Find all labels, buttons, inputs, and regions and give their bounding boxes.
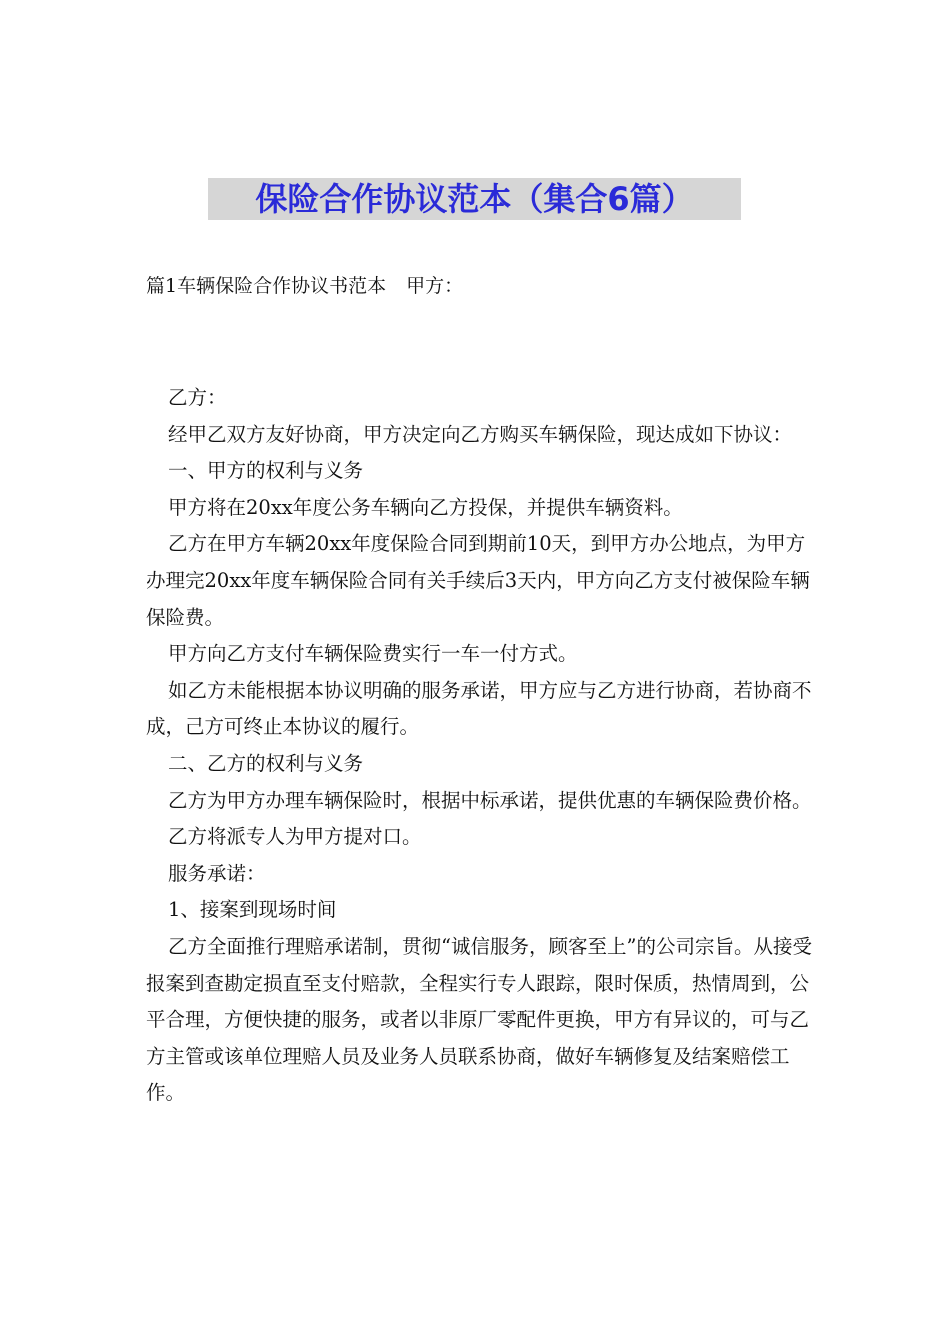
list-item: 1、接案到现场时间	[168, 898, 337, 922]
document-body	[146, 380, 814, 1112]
part-heading: 篇1车辆保险合作协议书范本	[146, 275, 387, 297]
paragraph: 甲方向乙方支付车辆保险费实行一车一付方式。	[168, 642, 578, 666]
paragraph: 如乙方未能根据本协议明确的服务承诺，甲方应与乙方进行协商，若协商不成，己方可终止本协议的履行。	[146, 678, 812, 739]
paragraph: 乙方将派专人为甲方提对口。	[168, 825, 422, 849]
paragraph: 经甲乙双方友好协商，甲方决定向乙方购买车辆保险，现达成如下协议：	[168, 422, 793, 446]
section-heading: 二、乙方的权利与义务	[168, 751, 364, 775]
title-highlight	[208, 178, 741, 220]
paragraph: 服务承诺：	[168, 861, 266, 885]
paragraph: 乙方在甲方车辆20xx年度保险合同到期前10天，到甲方办公地点，为甲方办理完20xx年度车辆保险合同有关手续后3天内，甲方向乙方支付被保险车辆保险费。	[146, 532, 810, 629]
paragraph: 甲方将在20xx年度公务车辆向乙方投保，并提供车辆资料。	[168, 495, 683, 519]
paragraph: 乙方全面推行理赔承诺制，贯彻“诚信服务，顾客至上”的公司宗旨。从接受报案到查勘定损直至支付赔款，全程实行专人跟踪，限时保质，热情周到，公平合理，方便快捷的服务，或者以非原厂零配件更换，甲方有异议的，可与乙方主管或该单位理赔人员及业务人员联系协商，做好车辆修复及结案赔偿工作。	[146, 934, 812, 1105]
document-title: 保险合作协议范本（集合6篇）	[255, 180, 694, 218]
paragraph: 乙方为甲方办理车辆保险时，根据中标承诺，提供优惠的车辆保险费价格。	[168, 788, 812, 812]
subheading	[146, 272, 463, 300]
party-a-label: 甲方：	[406, 275, 464, 297]
paragraph: 乙方：	[168, 386, 227, 409]
section-heading: 一、甲方的权利与义务	[168, 459, 364, 483]
